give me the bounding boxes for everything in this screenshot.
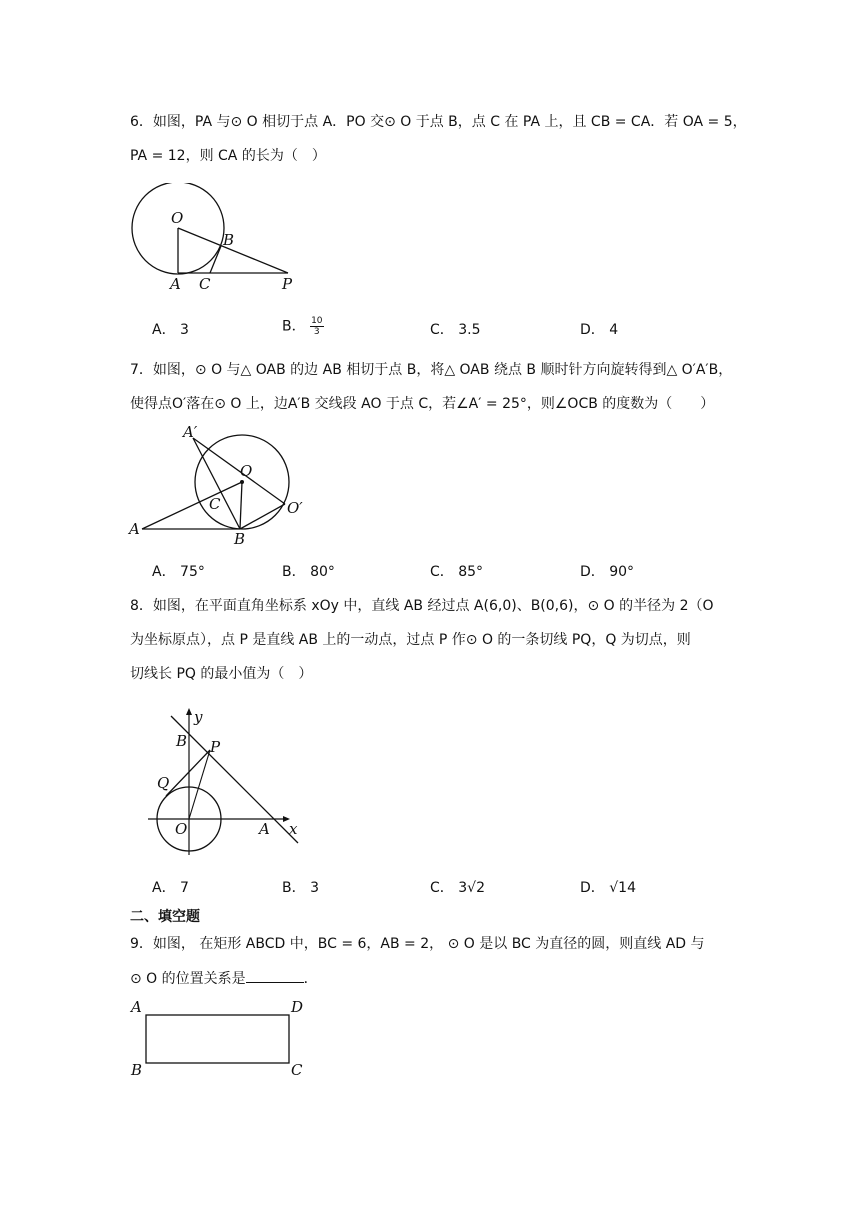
q7-label-A: A [129, 520, 140, 538]
q9-label-B: B [131, 1061, 143, 1079]
q6-text-line1: 6．如图，PA 与⊙ O 相切于点 A．PO 交⊙ O 于点 B，点 C 在 PA 上，且 CB = CA．若 OA = 5， [130, 114, 747, 130]
q9-rectangle [146, 1015, 289, 1063]
q6-label-O: O [171, 209, 184, 227]
q7-option-d[interactable]: D． 90° [580, 564, 635, 580]
q6-label-A: A [170, 275, 181, 293]
q7-label-O: O [240, 462, 253, 480]
q8-option-a[interactable]: A． 7 [152, 880, 189, 896]
q7-text-line1: 7．如图，⊙ O 与△ OAB 的边 AB 相切于点 B，将△ OAB 绕点 B 顺时针方向旋转得到△ O′A′B， [130, 362, 733, 378]
q9-figure [125, 995, 315, 1085]
q7-option-a[interactable]: A． 75° [152, 564, 205, 580]
q9-answer-blank[interactable] [246, 968, 304, 983]
q6-label-P: P [282, 275, 293, 293]
q6-option-b[interactable]: B． $\frac{10}{3}$ [282, 316, 323, 337]
q8-y-axis-arrow [186, 708, 192, 715]
q7-text-line2: 使得点O′落在⊙ O 上，边A′B 交线段 AO 于点 C，若∠A′ = 25°，则∠OCB 的度数为（ ） [130, 396, 715, 412]
q6-figure [125, 183, 310, 293]
q8-option-c[interactable]: C． 3√2 [430, 880, 485, 896]
q6-label-B: B [223, 231, 235, 249]
q8-label-P: P [210, 738, 221, 756]
q7-label-C: C [209, 495, 221, 513]
q6-option-d[interactable]: D． 4 [580, 322, 619, 338]
q8-label-A: A [259, 820, 270, 838]
q8-option-d[interactable]: D． √14 [580, 880, 636, 896]
q8-label-B: B [176, 732, 188, 750]
q9-text-line2: ⊙ O 的位置关系是 ． [130, 968, 318, 989]
q8-text-line2: 为坐标原点），点 P 是直线 AB 上的一动点，过点 P 作⊙ O 的一条切线 PQ，Q 为切点，则 [130, 632, 691, 648]
q6-option-a[interactable]: A． 3 [152, 322, 189, 338]
q8-text-line1: 8．如图，在平面直角坐标系 xOy 中，直线 AB 经过点 A(6,0)、B(0,6)，⊙ O 的半径为 2（O [130, 598, 714, 614]
q7-segment-ApB [193, 438, 240, 529]
q7-figure [125, 420, 315, 550]
q8-option-b[interactable]: B． 3 [282, 880, 319, 896]
q8-label-x: x [289, 820, 298, 838]
q6-option-c[interactable]: C． 3.5 [430, 322, 481, 338]
q6-text-line2: PA = 12，则 CA 的长为（ ） [130, 148, 326, 164]
q8-label-y: y [194, 708, 203, 726]
q7-option-c[interactable]: C． 85° [430, 564, 484, 580]
q7-option-b[interactable]: B． 80° [282, 564, 335, 580]
q7-segment-AO [142, 482, 242, 529]
q8-label-Q: Q [157, 774, 170, 792]
q6-option-b-fraction: $\frac{10}{3}$ [311, 316, 323, 337]
q8-line-AB [171, 716, 298, 843]
q8-label-O: O [175, 820, 188, 838]
q9-label-D: D [291, 998, 304, 1016]
q7-label-B: B [234, 530, 246, 548]
section-title-fill-in: 二、填空题 [130, 909, 200, 925]
q7-label-Oprime: O′ [287, 499, 303, 517]
q7-point-O [240, 480, 244, 484]
q9-label-C: C [291, 1061, 303, 1079]
q7-segment-OB [240, 482, 242, 529]
q9-text-line1: 9．如图， 在矩形 ABCD 中，BC = 6，AB = 2， ⊙ O 是以 BC 为直径的圆，则直线 AD 与 [130, 936, 705, 952]
q6-label-C: C [199, 275, 211, 293]
q7-label-Aprime: A′ [183, 423, 198, 441]
q8-figure [140, 700, 310, 865]
q9-label-A: A [131, 998, 142, 1016]
q7-segment-OpB [240, 504, 285, 529]
q8-text-line3: 切线长 PQ 的最小值为（ ） [130, 666, 313, 682]
q7-segment-ApOp [193, 438, 285, 504]
